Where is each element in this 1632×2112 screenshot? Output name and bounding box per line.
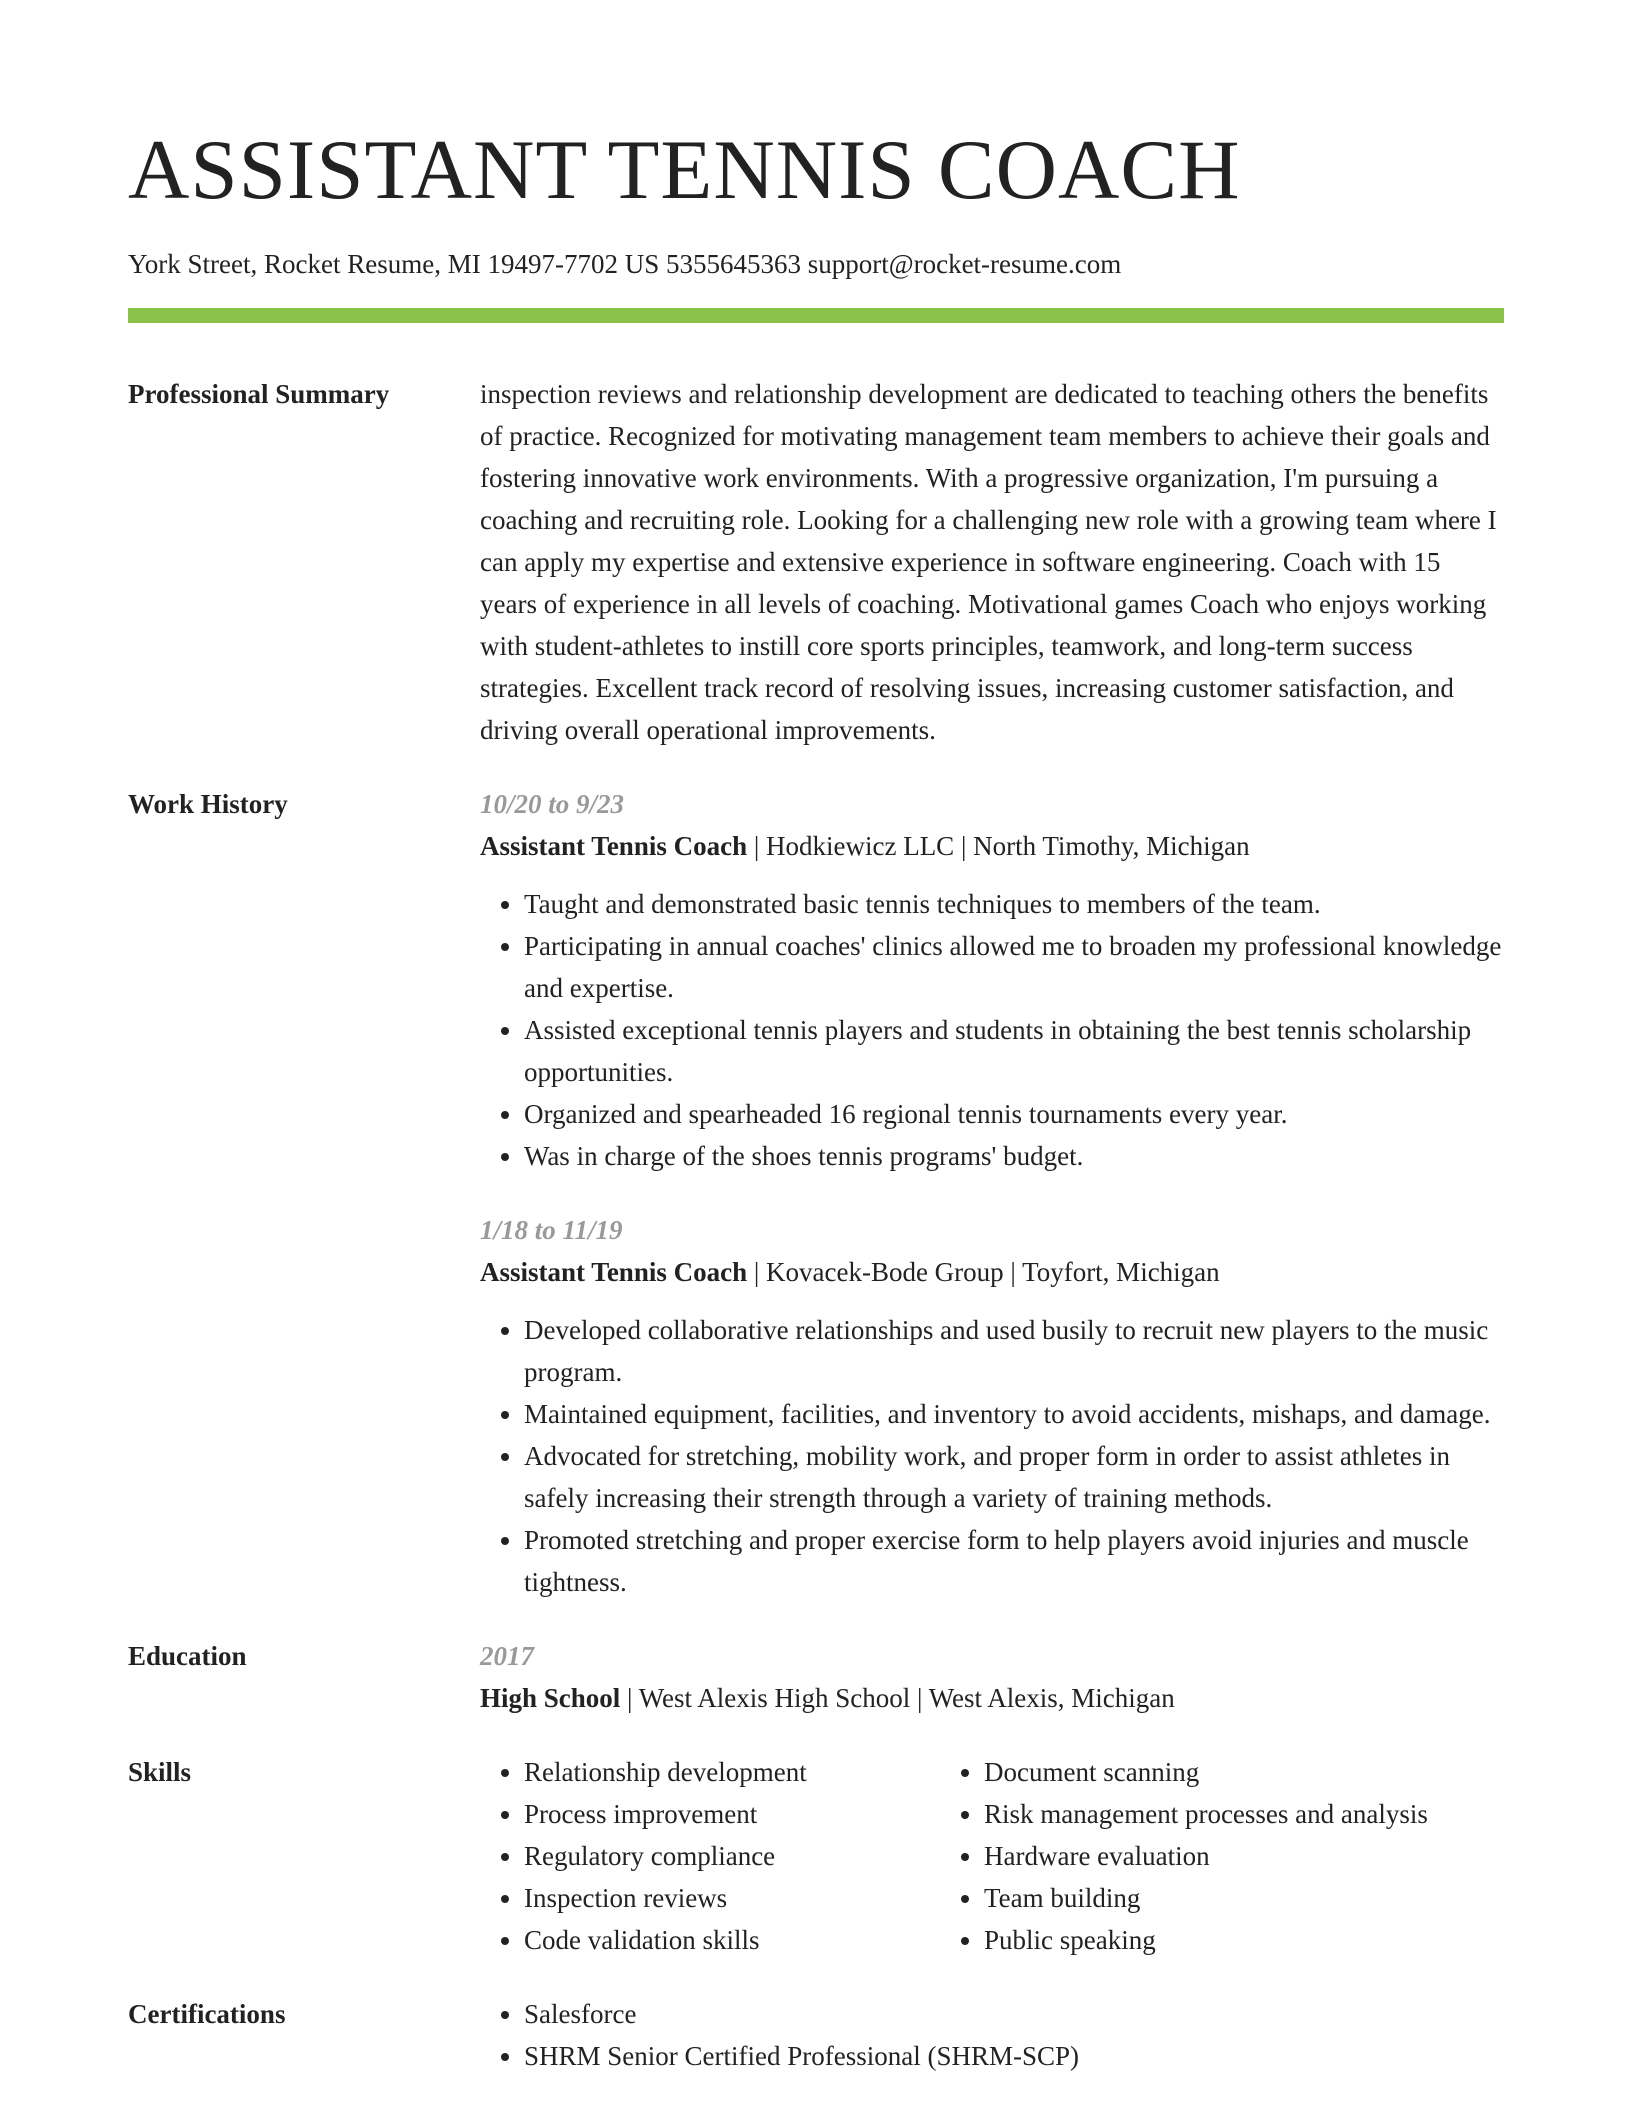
skill-item: • Hardware evaluation	[984, 1835, 1504, 1877]
education-line	[480, 1677, 1504, 1719]
resume-page	[128, 0, 1504, 2077]
education-section	[128, 1635, 1504, 1719]
work-history-body	[480, 783, 1504, 1603]
section-label-work-history: Work History	[128, 789, 288, 819]
section-label-skills: Skills	[128, 1757, 192, 1787]
job-bullet: • Advocated for stretching, mobility work, and proper form in order to assist athletes in safely increasing their strength through a variety of training methods.	[524, 1435, 1504, 1519]
job-dates: 10/20 to 9/23	[480, 789, 625, 819]
skills-section	[128, 1751, 1504, 1961]
job-bullet: • Developed collaborative relationships and used busily to recruit new players to the music program.	[524, 1309, 1504, 1393]
skills-grid	[480, 1751, 1504, 1961]
skill-item: • Document scanning	[984, 1751, 1504, 1793]
summary-text: inspection reviews and relationship development are dedicated to teaching others the benefits of practice. Recognized for motivating management team members to achieve their goals and fostering innovative work environments. With a progressive organization, I'm pursuing a coaching and recruiting role. Looking for a challenging new role with a growing team where I can apply my expertise and extensive experience in software engineering. Coach with 15 years of experience in all levels of coaching. Motivational games Coach who enjoys working with student-athletes to instill core sports principles, teamwork, and long-term success strategies. Excellent track record of resolving issues, increasing customer satisfaction, and driving overall operational improvements.	[480, 379, 1497, 745]
certifications-section	[128, 1993, 1504, 2077]
summary-body	[480, 373, 1504, 751]
job-bullet-list	[480, 883, 1504, 1177]
job-title: Assistant Tennis Coach	[480, 831, 748, 861]
skill-item: • Process improvement	[524, 1793, 940, 1835]
job-bullet-list	[480, 1309, 1504, 1603]
job-bullet: • Assisted exceptional tennis players and students in obtaining the best tennis scholarship opportunities.	[524, 1009, 1504, 1093]
work-history-section	[128, 783, 1504, 1603]
job-entry	[480, 1209, 1504, 1603]
skills-list-left	[480, 1751, 940, 1961]
job-bullet: • Taught and demonstrated basic tennis techniques to members of the team.	[524, 883, 1504, 925]
job-title: Assistant Tennis Coach	[480, 1257, 748, 1287]
education-year: 2017	[480, 1641, 534, 1671]
job-bullet: • Was in charge of the shoes tennis programs' budget.	[524, 1135, 1504, 1177]
section-label-summary: Professional Summary	[128, 379, 390, 409]
certification-list	[480, 1993, 1504, 2077]
education-body	[480, 1635, 1504, 1719]
job-bullet: • Maintained equipment, facilities, and inventory to avoid accidents, mishaps, and damage.	[524, 1393, 1504, 1435]
accent-divider	[128, 308, 1504, 323]
skill-item: • Team building	[984, 1877, 1504, 1919]
job-employer: | Hodkiewicz LLC | North Timothy, Michigan	[747, 831, 1250, 861]
skill-item: • Regulatory compliance	[524, 1835, 940, 1877]
summary-section	[128, 373, 1504, 751]
resume-title: ASSISTANT TENNIS COACH	[128, 123, 1241, 217]
skill-item: • Inspection reviews	[524, 1877, 940, 1919]
skill-item: • Code validation skills	[524, 1919, 940, 1961]
job-role-line	[480, 1251, 1504, 1293]
skill-item: • Risk management processes and analysis	[984, 1793, 1504, 1835]
skill-item: • Public speaking	[984, 1919, 1504, 1961]
section-label-certifications: Certifications	[128, 1999, 286, 2029]
job-bullet: • Promoted stretching and proper exercise form to help players avoid injuries and muscle tightness.	[524, 1519, 1504, 1603]
job-role-line	[480, 825, 1504, 867]
certification-item: • Salesforce	[524, 1993, 1504, 2035]
education-school: | West Alexis High School | West Alexis, Michigan	[620, 1683, 1175, 1713]
contact-line: York Street, Rocket Resume, MI 19497-7702 US 5355645363 support@rocket-resume.com	[128, 249, 1122, 279]
job-bullet: • Participating in annual coaches' clinics allowed me to broaden my professional knowledge and expertise.	[524, 925, 1504, 1009]
job-dates: 1/18 to 11/19	[480, 1215, 623, 1245]
skill-item: • Relationship development	[524, 1751, 940, 1793]
certifications-body	[480, 1993, 1504, 2077]
section-label-education: Education	[128, 1641, 247, 1671]
job-bullet: • Organized and spearheaded 16 regional tennis tournaments every year.	[524, 1093, 1504, 1135]
education-degree: High School	[480, 1683, 621, 1713]
job-employer: | Kovacek-Bode Group | Toyfort, Michigan	[747, 1257, 1220, 1287]
certification-item: • SHRM Senior Certified Professional (SHRM-SCP)	[524, 2035, 1504, 2077]
skills-list-right	[940, 1751, 1504, 1961]
job-entry	[480, 783, 1504, 1177]
skills-body	[480, 1751, 1504, 1961]
